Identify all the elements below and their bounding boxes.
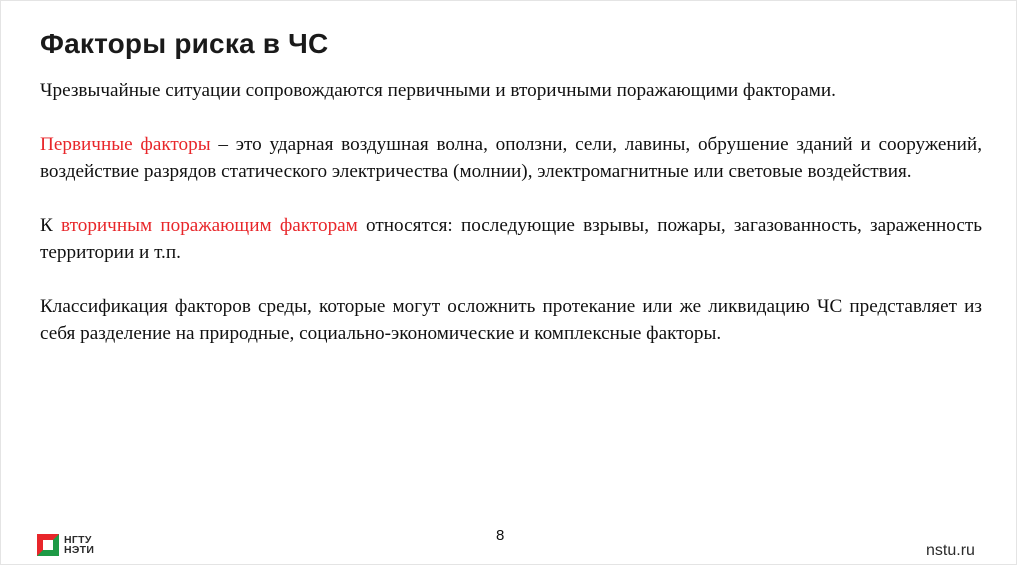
- paragraph-classification: Классификация факторов среды, которые могут осложнить протекание или же ликвидацию ЧС представляет из себя разделение на природные, социально-экономические и комплексные факторы.: [40, 296, 982, 344]
- primary-factors-highlight: Первичные факторы: [40, 134, 211, 155]
- logo-mark-icon: [37, 534, 59, 556]
- slide-title: Факторы риска в ЧС: [40, 28, 329, 59]
- secondary-factors-highlight: вторичным поражающим факторам: [61, 215, 358, 236]
- paragraph-intro: Чрезвычайные ситуации сопровождаются первичными и вторичными поражающими факторами.: [40, 80, 836, 101]
- website-label: nstu.ru: [926, 542, 975, 559]
- page-number: 8: [496, 527, 505, 544]
- logo-line-neti: НЭТИ: [64, 544, 95, 556]
- primary-factors-text: – это ударная воздушная волна, оползни, сели, лавины, обрушение зданий и сооружений, воздействие разрядов статического электричества (молнии), электромагнитные или световые воздействия.: [40, 134, 983, 182]
- logo-text: [64, 535, 94, 555]
- paragraph-secondary-factors: [40, 212, 982, 266]
- logo-line-ngtu: НГТУ: [64, 534, 92, 546]
- university-logo: [37, 534, 94, 556]
- secondary-factors-prefix: К: [40, 215, 62, 236]
- paragraph-primary-factors: [40, 131, 982, 185]
- slide-body: [40, 77, 982, 374]
- secondary-factors-text: относятся: последующие взрывы, пожары, загазованность, зараженность территории и т.п.: [40, 215, 982, 263]
